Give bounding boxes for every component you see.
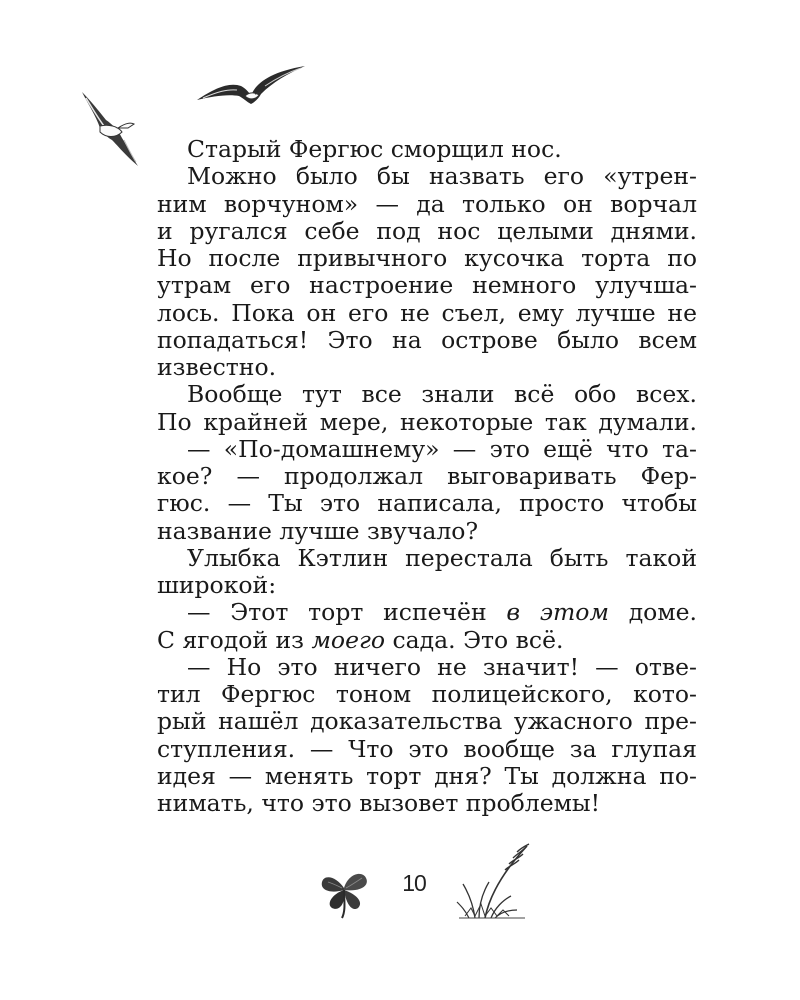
seagull-icon xyxy=(195,62,307,108)
text-line: попадаться! Это на острове было всем xyxy=(157,326,697,354)
text-line: кое? — продолжал выговаривать Фер- xyxy=(157,463,697,490)
text-run: сада. Это всё. xyxy=(385,626,564,654)
text-line: Улыбка Кэтлин перестала быть такой xyxy=(187,544,697,572)
text-line: Но после привычного кусочка торта по xyxy=(157,245,697,272)
text-line: Можно было бы назвать его «утрен- xyxy=(187,163,697,191)
text-line: Старый Фергюс сморщил нос. xyxy=(187,136,562,163)
text-line xyxy=(157,627,697,654)
text-run: доме. xyxy=(608,599,697,627)
text-line: — Но это ничего не значит! — отве- xyxy=(187,653,697,681)
text-line: По крайней мере, некоторые так думали. xyxy=(157,408,697,436)
text-line: идея — менять торт дня? Ты должна по- xyxy=(157,762,697,790)
text-line: нимать, что это вызовет проблемы! xyxy=(157,790,601,817)
text-line xyxy=(157,599,697,626)
text-line: лось. Пока он его не съел, ему лучше не xyxy=(157,299,697,327)
text-line: широкой: xyxy=(157,572,277,599)
text-line: ним ворчуном» — да только он ворчал xyxy=(157,190,697,218)
text-line: и ругался себе под нос целыми днями. xyxy=(157,217,697,245)
text-line: — «По-домашнему» — это ещё что та- xyxy=(187,435,697,463)
italic-run: в этом xyxy=(506,599,609,627)
text-line: утрам его настроение немного улучша- xyxy=(157,272,697,300)
clover-icon xyxy=(318,862,370,920)
text-line: известно. xyxy=(157,354,277,381)
text-line: рый нашёл доказательства ужасного пре- xyxy=(157,708,697,736)
page-number: 10 xyxy=(402,870,426,896)
text-line: тил Фергюс тоном полицейского, кото- xyxy=(157,681,697,708)
text-line: ступления. — Что это вообще за глупая xyxy=(157,735,697,763)
text-line: Вообще тут все знали всё обо всех. xyxy=(187,381,697,409)
body-text xyxy=(157,136,697,817)
text-run: С ягодой из xyxy=(157,626,312,654)
text-line: гюс. — Ты это написала, просто чтобы xyxy=(157,490,697,518)
seagull-icon xyxy=(78,90,142,170)
grass-icon xyxy=(455,838,535,920)
text-run: — Этот торт испечён xyxy=(187,599,507,627)
italic-run: моего xyxy=(311,626,386,654)
text-line: название лучше звучало? xyxy=(157,517,479,545)
